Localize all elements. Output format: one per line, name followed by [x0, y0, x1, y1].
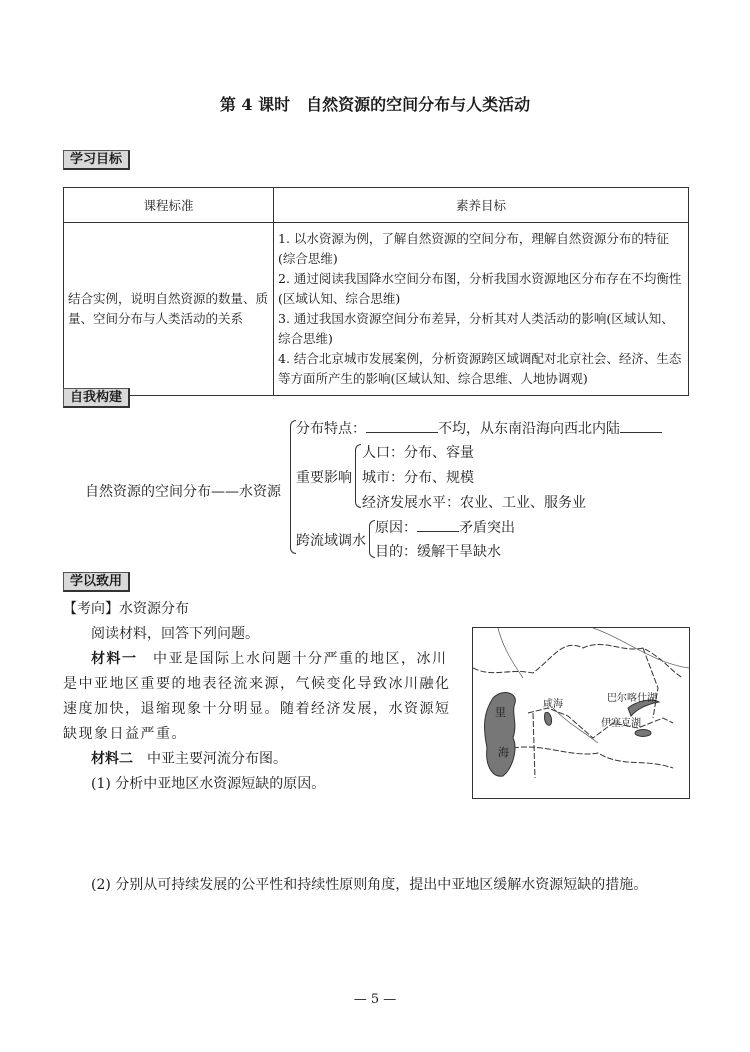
table-cell-standard: 结合实例，说明自然资源的数量、质量、空间分布与人类活动的关系 — [64, 223, 274, 396]
central-asia-river-map — [472, 627, 690, 799]
mindmap-impact-label: 重要影响 — [296, 470, 352, 486]
impact-item: 经济发展水平：农业、工业、服务业 — [362, 495, 586, 511]
material-one — [63, 647, 458, 747]
mindmap-distribution — [296, 418, 662, 438]
distribution-text: 不均，从东南沿海向西北内陆 — [438, 421, 620, 437]
exercise-intro: 阅读材料，回答下列问题。 — [91, 626, 259, 642]
brace — [355, 444, 361, 508]
page-number: — 5 — — [353, 992, 397, 1007]
border-line — [643, 648, 658, 718]
mindmap-root: 自然资源的空间分布——水资源 — [85, 484, 281, 500]
border-line — [533, 713, 535, 778]
map-label-issyk: 伊塞克湖 — [601, 718, 641, 729]
table-header: 课程标准 — [64, 188, 274, 223]
reason-label: 原因： — [375, 520, 417, 536]
distribution-label: 分布特点： — [296, 421, 366, 437]
blank[interactable] — [366, 418, 438, 433]
question-1: (1) 分析中亚地区水资源短缺的原因。 — [91, 776, 326, 792]
blank[interactable] — [620, 418, 662, 433]
table-row — [64, 223, 689, 396]
transfer-reason — [375, 517, 515, 537]
river — [498, 628, 523, 678]
aral-sea — [545, 712, 552, 725]
goal-item: 1. 以水资源为例，了解自然资源的空间分布，理解自然资源分布的特征(综合思维) — [278, 231, 669, 266]
material-two-text: 中亚主要河流分布图。 — [147, 751, 287, 767]
mindmap-transfer-label: 跨流域调水 — [296, 533, 366, 549]
page-title: 第 4 课时 自然资源的空间分布与人类活动 — [219, 95, 531, 114]
material-two-label: 材料二 — [91, 751, 133, 767]
impact-item: 城市：分布、规模 — [362, 470, 474, 486]
border-line — [473, 644, 683, 678]
material-two — [63, 747, 458, 772]
map-label-aral: 咸海 — [543, 699, 563, 710]
border-line — [513, 747, 673, 768]
section-label-goals: 学习目标 — [63, 150, 130, 170]
material-one-label: 材料一 — [91, 651, 138, 667]
goals-table — [63, 187, 689, 396]
table-header-row — [64, 188, 689, 223]
section-label-build: 自我构建 — [63, 388, 130, 408]
river — [553, 708, 598, 743]
section-label-apply: 学以致用 — [63, 572, 130, 592]
transfer-purpose: 目的：缓解干旱缺水 — [375, 544, 501, 560]
goal-item: 2. 通过阅读我国降水空间分布图，分析我国水资源地区分布存在不均衡性(区域认知、综合思维) — [278, 271, 682, 306]
blank[interactable] — [417, 517, 459, 532]
table-header: 素养目标 — [274, 188, 689, 223]
map-label-caspian: 里 — [495, 706, 506, 719]
table-cell-goals — [274, 223, 689, 396]
map-label-balkhash: 巴尔喀什湖 — [607, 693, 657, 704]
reason-text: 矛盾突出 — [459, 520, 515, 536]
goal-item: 3. 通过我国水资源空间分布差异，分析其对人类活动的影响(区域认知、综合思维) — [278, 311, 674, 346]
map-label-caspian: 海 — [498, 746, 509, 759]
goal-item: 4. 结合北京城市发展案例，分析资源跨区域调配对北京社会、经济、生态等方面所产生的影响(区域认知、综合思维、人地协调观) — [278, 351, 682, 386]
question-2: (2) 分别从可持续发展的公平性和持续性原则角度，提出中亚地区缓解水资源短缺的措施。 — [91, 877, 648, 893]
impact-item: 人口：分布、容量 — [362, 445, 474, 461]
material-one-text: 中亚是国际上水问题十分严重的地区，冰川是中亚地区重要的地表径流来源，气候变化导致冰川融化速度加快，退缩现象十分明显。随着经济发展，水资源短缺现象日益严重。 — [63, 651, 451, 742]
lake-issyk — [635, 730, 651, 737]
exercise-topic: 【考向】水资源分布 — [63, 601, 189, 617]
